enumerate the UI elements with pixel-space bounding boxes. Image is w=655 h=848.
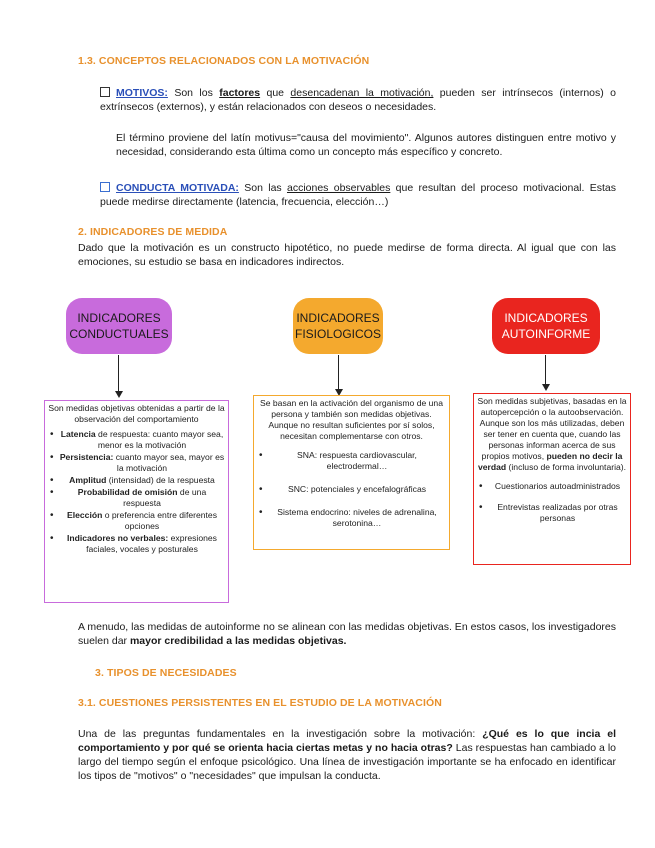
desencadenan-text: desencadenan la motivación, — [290, 87, 434, 99]
pill-fisiologicos: INDICADORES FISIOLOGICOS — [293, 298, 383, 354]
pill-autoinforme: INDICADORES AUTOINFORME — [492, 298, 600, 354]
text: Una de las preguntas fundamentales en la investigación sobre la motivación: — [78, 728, 483, 740]
list-item — [48, 510, 225, 532]
item-text: cuanto mayor sea, mayor es la motivación — [113, 452, 225, 473]
item-text: de una respuesta — [123, 487, 207, 508]
arrow-line — [118, 355, 119, 392]
section-heading-2: 2. INDICADORES DE MEDIDA — [78, 226, 228, 238]
list-item — [48, 533, 225, 555]
box-conductuales — [44, 400, 229, 603]
list-item: • SNC: potenciales y encefalográficas — [257, 484, 446, 495]
bold-question: ¿Qué es lo que incia el comportamiento y por qué se orienta hacia ciertas metas y no hacia otras? — [78, 728, 616, 754]
motivos-term: MOTIVOS: — [116, 87, 168, 99]
intro-after: (incluso de forma involuntaria). — [506, 462, 627, 472]
item-text: o preferencia entre diferentes opciones — [102, 510, 217, 531]
item-term: Amplitud — [69, 475, 107, 485]
text: A menudo, las medidas de autoinforme no se alinean con las medidas objetivas. En estos casos, los investigadores suelen dar — [78, 621, 616, 647]
conducta-term: CONDUCTA MOTIVADA: — [116, 182, 239, 194]
checkbox-icon[interactable] — [100, 182, 110, 192]
factores-term: factores — [219, 87, 261, 99]
motivos-paragraph — [100, 86, 616, 114]
arrow-line — [545, 355, 546, 385]
text: Son los — [167, 87, 220, 99]
item-term: Elección — [66, 510, 103, 520]
list-item — [48, 475, 225, 486]
text: que resultan del proceso motivacional. Estas puede medirse directamente (latencia, frecuencia, elección…) — [100, 182, 616, 208]
final-paragraph — [78, 727, 616, 783]
item-term: Indicadores no verbales: — [67, 533, 169, 543]
checkbox-icon[interactable] — [100, 87, 110, 97]
list-item: • Entrevistas realizadas por otras personas — [477, 502, 627, 524]
motivos-etymology: El término proviene del latín motivus="causa del movimiento". Algunos autores distinguen entre motivo y necesidad, considerando esta última como un concepto más específico y concreto. — [116, 132, 616, 158]
intro-text: Son medidas subjetivas, basadas en la autopercepción o la autoobservación. Aunque son los más utilizadas, deben ser tener en cuenta que, cuando las personas informan acerca de sus propios motivos, — [477, 396, 627, 461]
list-item: • SNA: respuesta cardiovascular, electrodermal… — [257, 450, 446, 472]
box-intro — [477, 396, 627, 473]
acciones-text: acciones observables — [286, 182, 391, 194]
arrow-line — [338, 355, 339, 390]
autoinforme-list — [477, 481, 627, 524]
bold-text: mayor credibilidad a las medidas objetivas. — [129, 635, 347, 647]
list-item — [48, 487, 225, 509]
item-term: Latencia — [60, 429, 96, 439]
intro-indicadores: Dado que la motivación es un constructo hipotético, no puede medirse de forma directa. Al igual que con las emociones, su estudio se basa en indicadores indirectos. — [78, 242, 616, 268]
list-item — [48, 429, 225, 451]
arrow-down-icon — [542, 384, 550, 391]
list-item: • Cuestionarios autoadministrados — [477, 481, 627, 492]
text: que — [260, 87, 291, 99]
conductuales-list — [48, 429, 225, 555]
text: Las respuestas han cambiado a lo largo del tiempo según el enfoque psicológico. Una línea de investigación importante se ha enfocado en identificar los tipos de "motivos" o "necesidades" que impulsan la conducta. — [78, 742, 616, 782]
list-item — [48, 452, 225, 474]
box-autoinforme — [473, 393, 631, 565]
box-intro: Son medidas objetivas obtenidas a partir de la observación del comportamiento — [48, 403, 225, 424]
autoinforme-note — [78, 620, 616, 648]
pill-conductuales: INDICADORES CONDUCTUALES — [66, 298, 172, 354]
text: pueden ser intrínsecos (internos) o extrínsecos (externos), y están relacionados con deseos o necesidades. — [100, 87, 616, 113]
section-heading-3-1: 3.1. CUESTIONES PERSISTENTES EN EL ESTUDIO DE LA MOTIVACIÓN — [78, 697, 442, 709]
arrow-down-icon — [115, 391, 123, 398]
item-text: (intensidad) de la respuesta — [106, 475, 215, 485]
box-fisiologicos — [253, 395, 450, 550]
conducta-paragraph — [100, 181, 616, 209]
section-heading-3: 3. TIPOS DE NECESIDADES — [95, 667, 237, 679]
item-term: Probabilidad de omisión — [77, 487, 178, 497]
section-heading-1-3: 1.3. CONCEPTOS RELACIONADOS CON LA MOTIVACIÓN — [78, 55, 370, 67]
item-text: de respuesta: cuanto mayor sea, menor es la motivación — [95, 429, 224, 450]
intro-bold: pueden no decir la verdad — [477, 451, 623, 472]
text: Son las — [238, 182, 287, 194]
list-item: • Sistema endocrino: niveles de adrenalina, serotonina… — [257, 507, 446, 529]
item-term: Persistencia: — [59, 452, 114, 462]
fisiologicos-list — [257, 450, 446, 529]
item-text: expresiones faciales, vocales y posturales — [86, 533, 217, 554]
box-intro: Se basan en la activación del organismo de una persona y también son medidas objetivas. Aunque no resultan suficientes por sí solos, necesitan complementarse con otros. — [260, 398, 443, 441]
